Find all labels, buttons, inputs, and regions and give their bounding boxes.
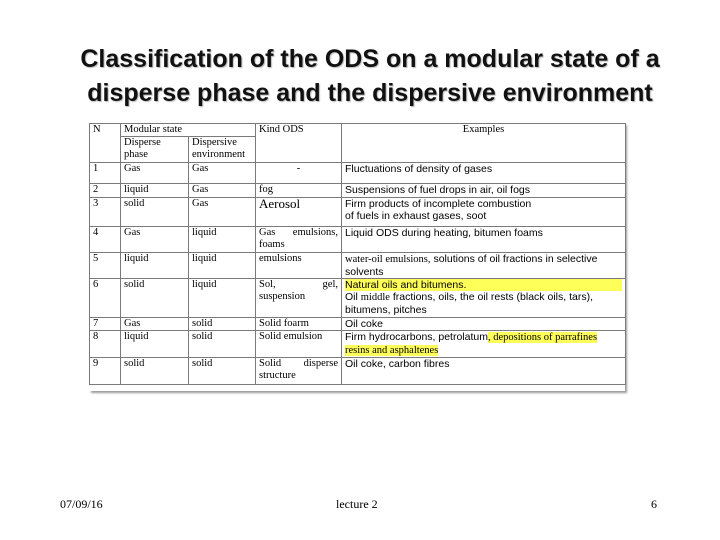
header-kind: Kind ODS <box>256 124 342 163</box>
cell-examples <box>342 279 626 318</box>
cell-phase: Gas <box>121 318 189 331</box>
cell-env: liquid <box>189 227 256 253</box>
cell-n: 9 <box>90 358 121 385</box>
cell-kind <box>256 227 342 253</box>
cell-n: 4 <box>90 227 121 253</box>
kind-line: Gas emulsions, <box>259 227 338 238</box>
table-row <box>90 279 626 318</box>
examples-line: Firm products of incomplete combustion <box>345 198 532 210</box>
table-row <box>90 253 626 279</box>
cell-phase: solid <box>121 358 189 385</box>
cell-kind: Solid emulsion <box>256 331 342 358</box>
header-n: N <box>90 124 121 163</box>
cell-n: 7 <box>90 318 121 331</box>
cell-phase: liquid <box>121 253 189 279</box>
cell-phase: liquid <box>121 331 189 358</box>
header-dispersive-environment: Dispersive environment <box>189 137 256 163</box>
examples-part: Oil <box>345 291 361 303</box>
slide-title-line-2: disperse phase and the dispersive environment <box>87 79 653 107</box>
examples-serif-part: water-oil emulsions, <box>345 254 431 265</box>
cell-n: 5 <box>90 253 121 279</box>
examples-part: fractions, oils, the oil rests (black oils, tars), bitumens, pitches <box>345 291 593 316</box>
cell-examples: Liquid ODS during heating, bitumen foams <box>342 227 626 253</box>
cell-examples <box>342 331 626 358</box>
cell-n: 1 <box>90 163 121 184</box>
cell-n: 2 <box>90 184 121 198</box>
table-row <box>90 163 626 184</box>
cell-env: Gas <box>189 184 256 198</box>
cell-examples: Oil coke, carbon fibres <box>342 358 626 385</box>
footer-page-number: 6 <box>651 497 657 511</box>
examples-highlighted: Natural oils and bitumens. <box>345 279 622 291</box>
header-examples: Examples <box>342 124 626 163</box>
table-row <box>90 331 626 358</box>
cell-n: 8 <box>90 331 121 358</box>
cell-examples: Oil coke <box>342 318 626 331</box>
kind-line: suspension <box>259 291 306 302</box>
cell-env: Gas <box>189 163 256 184</box>
kind-line: Solid disperse <box>259 358 338 369</box>
cell-kind <box>256 279 342 318</box>
examples-line: of fuels in exhaust gases, soot <box>345 210 487 222</box>
table-row <box>90 198 626 227</box>
cell-phase: Gas <box>121 227 189 253</box>
table-row <box>90 318 626 331</box>
cell-kind: fog <box>256 184 342 198</box>
cell-env: solid <box>189 358 256 385</box>
cell-env: Gas <box>189 198 256 227</box>
examples-sans-part: solutions of oil fractions in selective solvents <box>345 253 598 278</box>
table-row <box>90 184 626 198</box>
cell-phase: solid <box>121 279 189 318</box>
cell-kind <box>256 358 342 385</box>
table-row <box>90 227 626 253</box>
table-row <box>90 358 626 385</box>
kind-line: structure <box>259 370 296 381</box>
classification-table-container <box>89 123 625 391</box>
cell-examples: Suspensions of fuel drops in air, oil fogs <box>342 184 626 198</box>
examples-highlighted: , depositions of parrafines resins and asphaltenes <box>345 332 598 356</box>
cell-n: 6 <box>90 279 121 318</box>
cell-phase: liquid <box>121 184 189 198</box>
cell-phase: Gas <box>121 163 189 184</box>
header-disperse-phase: Disperse phase <box>121 137 189 163</box>
cell-phase: solid <box>121 198 189 227</box>
header-row-1 <box>90 124 626 137</box>
cell-examples <box>342 253 626 279</box>
examples-serif-part: middle <box>360 292 390 303</box>
footer-title: lecture 2 <box>336 497 378 511</box>
header-modular-state: Modular state <box>121 124 256 137</box>
slide-title-line-1: Classification of the ODS on a modular state of a <box>80 45 660 73</box>
cell-env: liquid <box>189 279 256 318</box>
examples-sans-part: Firm hydrocarbons, petrolatum <box>345 331 488 343</box>
cell-env: solid <box>189 318 256 331</box>
cell-env: solid <box>189 331 256 358</box>
cell-examples <box>342 198 626 227</box>
cell-kind: - <box>256 163 342 184</box>
cell-examples: Fluctuations of density of gases <box>342 163 626 184</box>
examples-line <box>345 291 622 316</box>
kind-line: foams <box>259 239 285 250</box>
cell-env: liquid <box>189 253 256 279</box>
cell-kind: emulsions <box>256 253 342 279</box>
kind-line: Sol, gel, <box>259 279 338 290</box>
footer-date: 07/09/16 <box>60 497 103 511</box>
slide-title <box>60 42 680 110</box>
classification-table <box>89 123 626 385</box>
cell-kind: Aerosol <box>256 198 342 227</box>
cell-kind: Solid foarm <box>256 318 342 331</box>
cell-n: 3 <box>90 198 121 227</box>
